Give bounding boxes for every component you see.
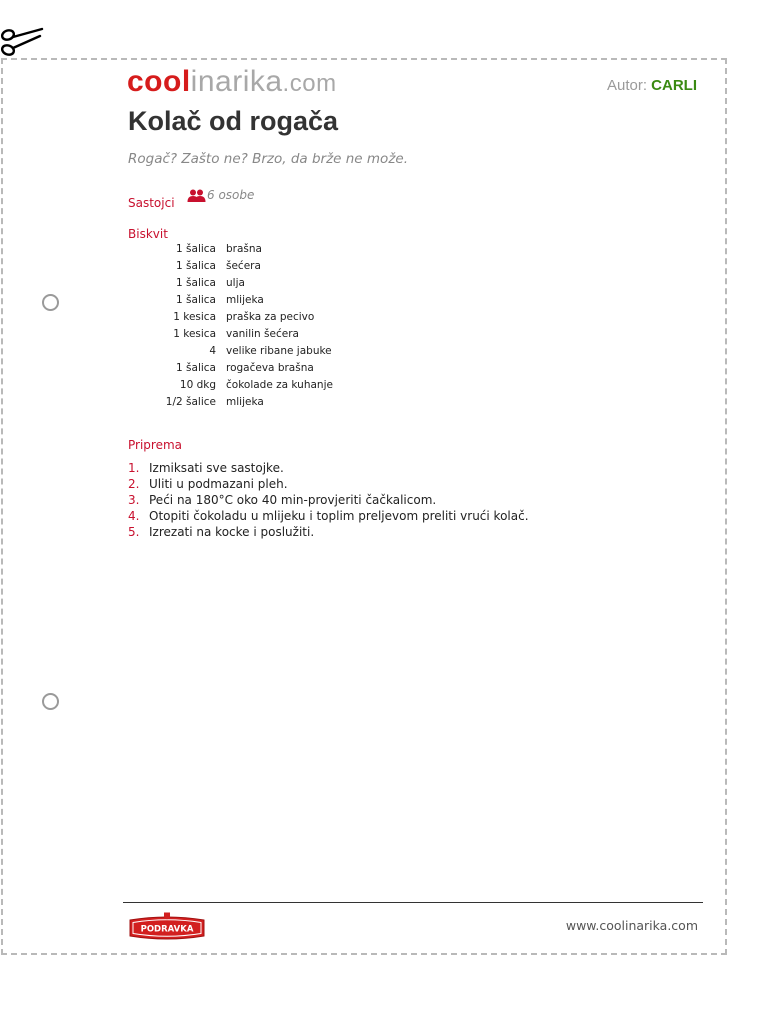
ingredient-row <box>128 241 528 258</box>
recipe-subtitle: Rogač? Zašto ne? Brzo, da brže ne može. <box>128 151 408 167</box>
ingredient-quantity: 1 kesica <box>173 311 216 323</box>
ingredient-name: mlijeka <box>226 396 264 408</box>
author <box>607 77 697 94</box>
step-text: Izrezati na kocke i poslužiti. <box>149 525 315 539</box>
footer-divider <box>123 902 703 903</box>
ingredient-name: brašna <box>226 243 262 255</box>
ingredient-list <box>128 241 528 411</box>
punch-hole <box>42 294 59 311</box>
step-item <box>128 508 529 524</box>
step-text: Otopiti čokoladu u mlijeku i toplim preljevom preliti vrući kolač. <box>149 509 529 523</box>
author-name: CARLI <box>651 77 697 94</box>
ingredient-quantity: 4 <box>209 345 216 357</box>
punch-hole <box>42 693 59 710</box>
ingredient-name: vanilin šećera <box>226 328 299 340</box>
ingredient-row <box>128 360 528 377</box>
ingredient-name: šećera <box>226 260 261 272</box>
step-item <box>128 524 529 540</box>
logo-part-domain: .com <box>282 70 337 97</box>
ingredients-heading: Sastojci <box>128 196 175 210</box>
step-item <box>128 476 529 492</box>
ingredient-name: ulja <box>226 277 245 289</box>
ingredient-name: čokolade za kuhanje <box>226 379 333 391</box>
ingredient-quantity: 1 šalica <box>176 243 216 255</box>
ingredient-quantity: 1 šalica <box>176 362 216 374</box>
step-item <box>128 460 529 476</box>
ingredient-group-heading: Biskvit <box>128 227 168 241</box>
ingredient-quantity: 1 šalica <box>176 277 216 289</box>
preparation-steps <box>128 460 529 540</box>
ingredient-row <box>128 326 528 343</box>
ingredient-name: rogačeva brašna <box>226 362 314 374</box>
ingredient-quantity: 1 šalica <box>176 260 216 272</box>
author-label: Autor: <box>606 77 647 94</box>
scissors-icon <box>0 26 44 60</box>
step-number: 2. <box>128 477 140 491</box>
ingredient-quantity: 1 kesica <box>173 328 216 340</box>
podravka-logo-text: PODRAVKA <box>140 924 194 935</box>
ingredient-row <box>128 309 528 326</box>
coolinarika-logo <box>127 66 337 98</box>
people-icon <box>187 189 206 202</box>
ingredient-row <box>128 275 528 292</box>
logo-part-inarika: inarika <box>190 65 283 98</box>
servings <box>187 188 254 202</box>
website-link[interactable]: www.coolinarika.com <box>565 918 698 933</box>
ingredient-quantity: 10 dkg <box>179 379 216 391</box>
podravka-logo <box>127 912 207 942</box>
ingredient-row <box>128 343 528 360</box>
step-text: Uliti u podmazani pleh. <box>149 477 288 491</box>
ingredient-name: mlijeka <box>226 294 264 306</box>
servings-text: 6 osobe <box>207 188 255 202</box>
step-number: 4. <box>128 509 140 523</box>
step-item <box>128 492 529 508</box>
step-number: 3. <box>128 493 140 507</box>
ingredient-row <box>128 394 528 411</box>
ingredient-quantity: 1/2 šalice <box>165 396 216 408</box>
step-number: 1. <box>128 461 140 475</box>
ingredient-quantity: 1 šalica <box>176 294 216 306</box>
ingredient-row <box>128 292 528 309</box>
step-number: 5. <box>128 525 140 539</box>
recipe-title: Kolač od rogača <box>128 106 339 136</box>
ingredient-name: velike ribane jabuke <box>226 345 332 357</box>
ingredient-name: praška za pecivo <box>226 311 315 323</box>
step-text: Peći na 180°C oko 40 min-provjeriti čačkalicom. <box>149 493 437 507</box>
ingredient-row <box>128 258 528 275</box>
logo-part-cool: cool <box>127 65 191 98</box>
ingredient-row <box>128 377 528 394</box>
preparation-heading: Priprema <box>128 438 183 452</box>
step-text: Izmiksati sve sastojke. <box>149 461 284 475</box>
